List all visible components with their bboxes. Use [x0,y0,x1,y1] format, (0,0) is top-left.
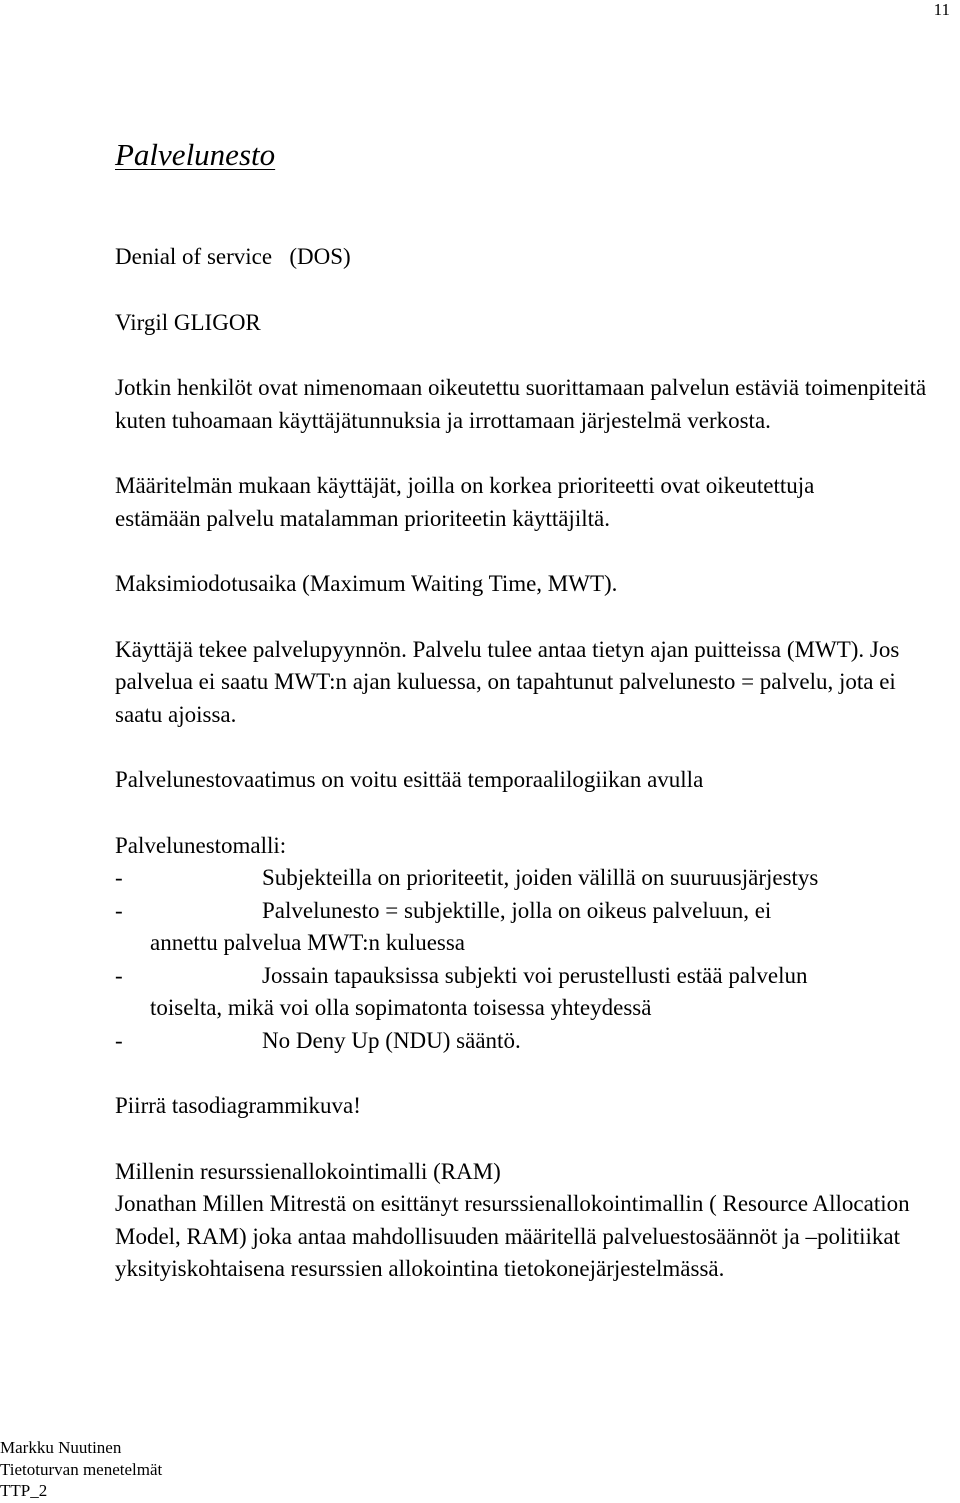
list-dash: - [115,897,123,923]
paragraph-ram: Jonathan Millen Mitrestä on esittänyt resurssienallokointimallin ( Resource Allocation Model, RAM) joka antaa mahdollisuuden määritellä palveluestosäännöt ja –politiikat yksityiskohtaisena resurssien allokointina tietokonejärjestelmässä. [115,1191,910,1281]
footer-code: TTP_2 [0,1481,48,1500]
document-body [115,134,945,1319]
list-item-text: Subjekteilla on prioriteetit, joiden välillä on suuruusjärjestys [262,865,819,890]
paragraph-definition: Määritelmän mukaan käyttäjät, joilla on korkea prioriteetti ovat oikeutettuja estämään palvelu matalamman prioriteetin käyttäjiltä. [115,473,815,531]
list-dash: - [115,865,123,890]
page-footer [0,1437,162,1502]
list-item [115,1025,945,1058]
footer-course: Tietoturvan menetelmät [0,1459,163,1479]
list-item [115,862,945,895]
paragraph-dos: Denial of service (DOS) [115,244,351,269]
paragraph-temporal-logic: Palvelunestovaatimus on voitu esittää temporaalilogiikan avulla [115,767,704,792]
page-title: Palvelunesto [115,137,276,172]
list-item [115,895,945,960]
paragraph-jotkin: Jotkin henkilöt ovat nimenomaan oikeutettu suorittamaan palvelun estäviä toimenpiteitä kuten tuhoamaan käyttäjätunnuksia ja irrottamaan järjestelmä verkosta. [115,375,927,433]
list-item-text: No Deny Up (NDU) sääntö. [262,1027,521,1053]
list-item [115,960,945,1025]
list-item-continuation: annettu palvelua MWT:n kuluessa [150,930,466,955]
model-list [115,862,945,1057]
paragraph-mwt: Maksimiodotusaika (Maximum Waiting Time, MWT). [115,571,618,596]
paragraph-gligor: Virgil GLIGOR [115,309,261,335]
section-heading-ram: Millenin resurssienallokointimalli (RAM) [115,1158,501,1184]
paragraph-user-request: Käyttäjä tekee palvelupyynnön. Palvelu tulee antaa tietyn ajan puitteissa (MWT). Jos palvelua ei saatu MWT:n ajan kuluessa, on tapahtunut palvelunesto = palvelu, jota ei saatu ajoissa. [115,636,900,727]
paragraph-draw-diagram: Piirrä tasodiagrammikuva! [115,1093,361,1118]
page-number: 11 [933,0,950,19]
list-dash: - [115,1027,123,1053]
list-item-continuation: toiselta, mikä voi olla sopimatonta toisessa yhteydessä [150,995,652,1020]
footer-author: Markku Nuutinen [0,1438,122,1457]
list-item-text: Palvelunesto = subjektille, jolla on oikeus palveluun, ei [262,897,772,923]
list-dash: - [115,962,123,988]
list-heading: Palvelunestomalli: [115,832,287,858]
list-item-text: Jossain tapauksissa subjekti voi perustellusti estää palvelun [262,962,808,988]
